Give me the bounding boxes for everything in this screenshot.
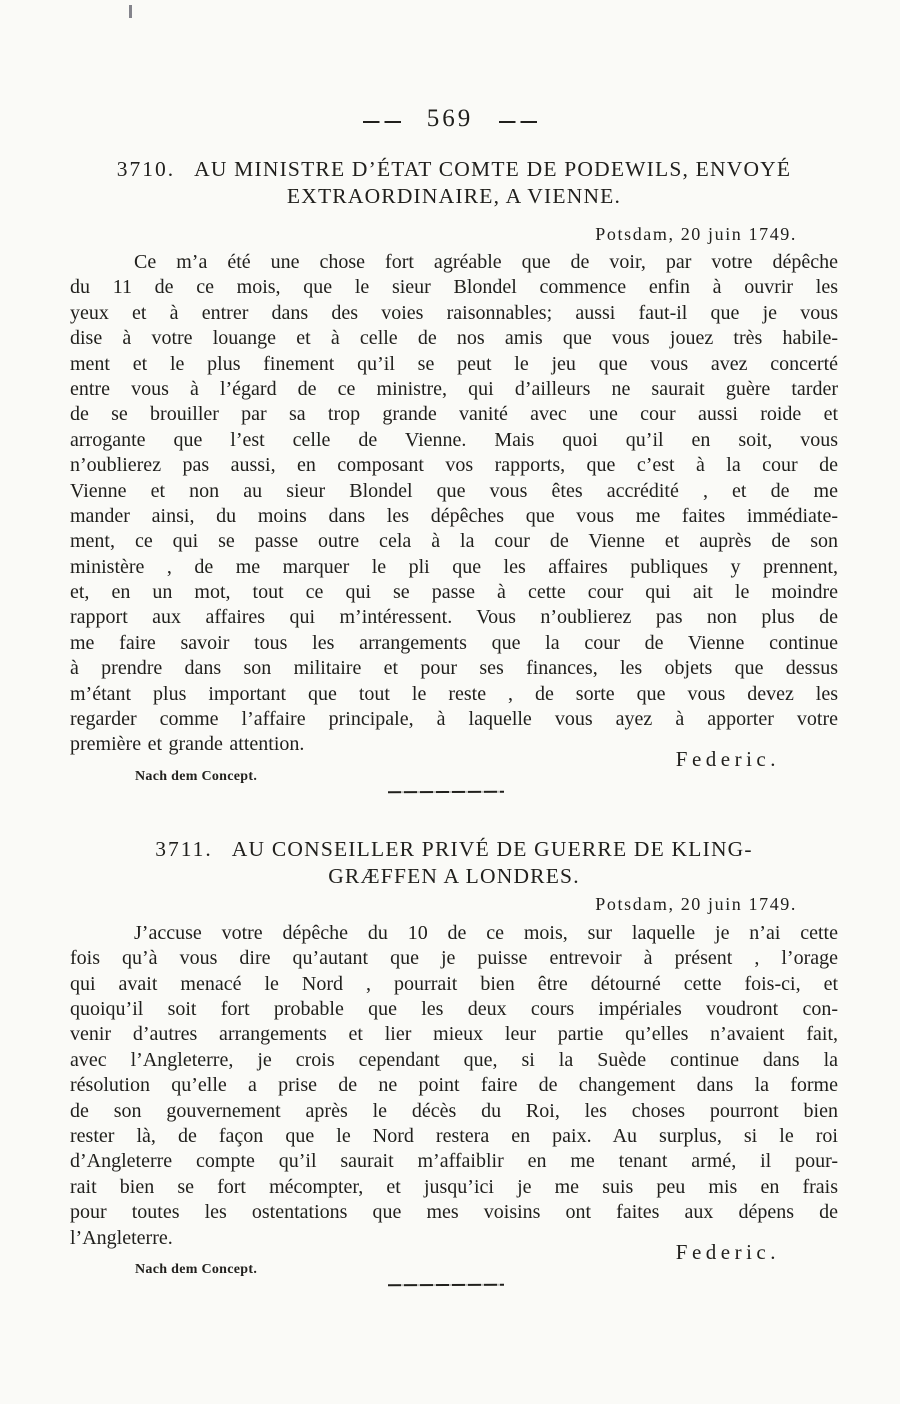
letter-title-text: AU CONSEILLER PRIVÉ DE GUERRE DE KLING-: [231, 836, 753, 861]
letter-title-line-2: GRÆFFEN A LONDRES.: [328, 863, 580, 888]
letter-3710: [70, 156, 838, 793]
section-divider: [388, 791, 504, 794]
body-line: ministère , de me marquer le pli que les affaires publiques y prennent,: [70, 555, 838, 578]
body-line: arrogante que l’est celle de Vienne. Mais quoi qu’il en soit, vous: [70, 428, 838, 451]
letter-number: 3710.: [116, 157, 176, 181]
dateline: Potsdam, 20 juin 1749.: [595, 893, 797, 914]
signature: Federic.: [675, 1239, 780, 1264]
body-line: J’accuse votre dépêche du 10 de ce mois, sur laquelle je n’ai cette: [134, 921, 838, 944]
body-line: regarder comme l’affaire principale, à laquelle vous ayez à apporter votre: [70, 708, 838, 731]
body-line: avec l’Angleterre, je crois cependant que, si la Suède continue dans la: [70, 1048, 838, 1071]
scan-artifact-mark: [129, 5, 132, 18]
header-dash-right: [499, 121, 537, 123]
section-divider: [388, 1284, 504, 1287]
body-line: rapport aux affaires qui m’intéressent. Vous n’oublierez pas non plus de: [70, 606, 838, 629]
body-line: l’Angleterre.: [70, 1226, 173, 1249]
body-line: m’étant plus important que tout le reste , de sorte que vous devez les: [70, 682, 838, 705]
body-line: entre vous à l’égard de ce ministre, qui d’ailleurs ne saurait guère tarder: [70, 377, 838, 400]
letter-body: [70, 921, 838, 1251]
body-line: Vienne et non au sieur Blondel que vous êtes accrédité , et de me: [70, 479, 838, 502]
letter-title-line-1: [70, 156, 838, 183]
signature: Federic.: [675, 746, 780, 771]
body-line: ment et le plus finement qu’il se peut le jeu que vous avez concerté: [70, 352, 838, 375]
letter-title-line-2: EXTRAORDINAIRE, A VIENNE.: [286, 184, 622, 208]
body-line: rester là, de façon que le Nord restera en paix. Au surplus, si le roi: [70, 1124, 838, 1147]
body-line: de se brouiller par sa trop grande vanité avec une cour aussi roide et: [70, 403, 838, 426]
body-line: rait bien se fort mécompter, et jusqu’ici je me suis peu mis en frais: [70, 1175, 838, 1198]
body-line: du 11 de ce mois, que le sieur Blondel commence enfin à ouvrir les: [70, 276, 838, 299]
body-line: d’Angleterre compte qu’il saurait m’affaiblir en me tenant armé, il pour-: [70, 1150, 838, 1173]
header-dash-left: [363, 121, 401, 123]
body-line: résolution qu’elle a prise de ne point faire de changement dans la forme: [70, 1074, 838, 1097]
letter-title: [70, 156, 838, 210]
letter-body: [70, 250, 838, 758]
body-line: dise à votre louange et à celle de nos amis que vous jouez très habile-: [70, 327, 838, 350]
body-line: qui avait menacé le Nord , pourrait bien être détourné cette fois-ci, et: [70, 972, 838, 995]
body-line: première et grande attention.: [70, 733, 305, 756]
body-line: mander ainsi, du moins dans les dépêches que vous me faites immédiate-: [70, 504, 838, 527]
letter-number: 3711.: [155, 836, 213, 861]
dateline: Potsdam, 20 juin 1749.: [595, 224, 797, 244]
body-line: à prendre dans son militaire et pour ses finances, les objets que dessus: [70, 657, 838, 680]
body-line: pour toutes les ostentations que mes voisins ont faites aux dépens de: [70, 1201, 838, 1224]
body-line: Ce m’a été une chose fort agréable que de voir, par votre dépêche: [134, 251, 838, 273]
body-line: et, en un mot, tout ce qui se passe à cette cour qui ait le moindre: [70, 581, 838, 604]
letter-3711: [70, 836, 838, 1286]
body-line: fois qu’à vous dire qu’autant que je puisse entrevoir à présent , l’orage: [70, 947, 838, 970]
page-number: 569: [426, 105, 474, 132]
body-line: venir d’autres arrangements et lier mieux leur partie qu’elles n’avaient fait,: [70, 1023, 838, 1046]
page-header: [0, 0, 900, 132]
letter-title-text: AU MINISTRE D’ÉTAT COMTE DE PODEWILS, ENVOYÉ: [194, 157, 792, 181]
body-line: n’oublierez pas aussi, en composant vos rapports, que c’est à la cour de: [70, 454, 838, 477]
letter-title-line-1: [70, 836, 838, 863]
body-line: me faire savoir tous les arrangements que la cour de Vienne continue: [70, 631, 838, 654]
source-note: Nach dem Concept.: [135, 768, 258, 784]
letter-title: [70, 836, 838, 890]
body-line: yeux et à entrer dans des voies raisonnables; aussi faut-il que je vous: [70, 301, 838, 324]
text-column: [70, 156, 838, 1286]
body-line: de son gouvernement après le décès du Roi, les choses pourront bien: [70, 1099, 838, 1122]
body-line: ment, ce qui se passe outre cela à la cour de Vienne et auprès de son: [70, 530, 838, 553]
source-note: Nach dem Concept.: [135, 1261, 258, 1277]
body-line: quoiqu’il soit fort probable que les deux cours impériales voudront con-: [70, 997, 838, 1020]
